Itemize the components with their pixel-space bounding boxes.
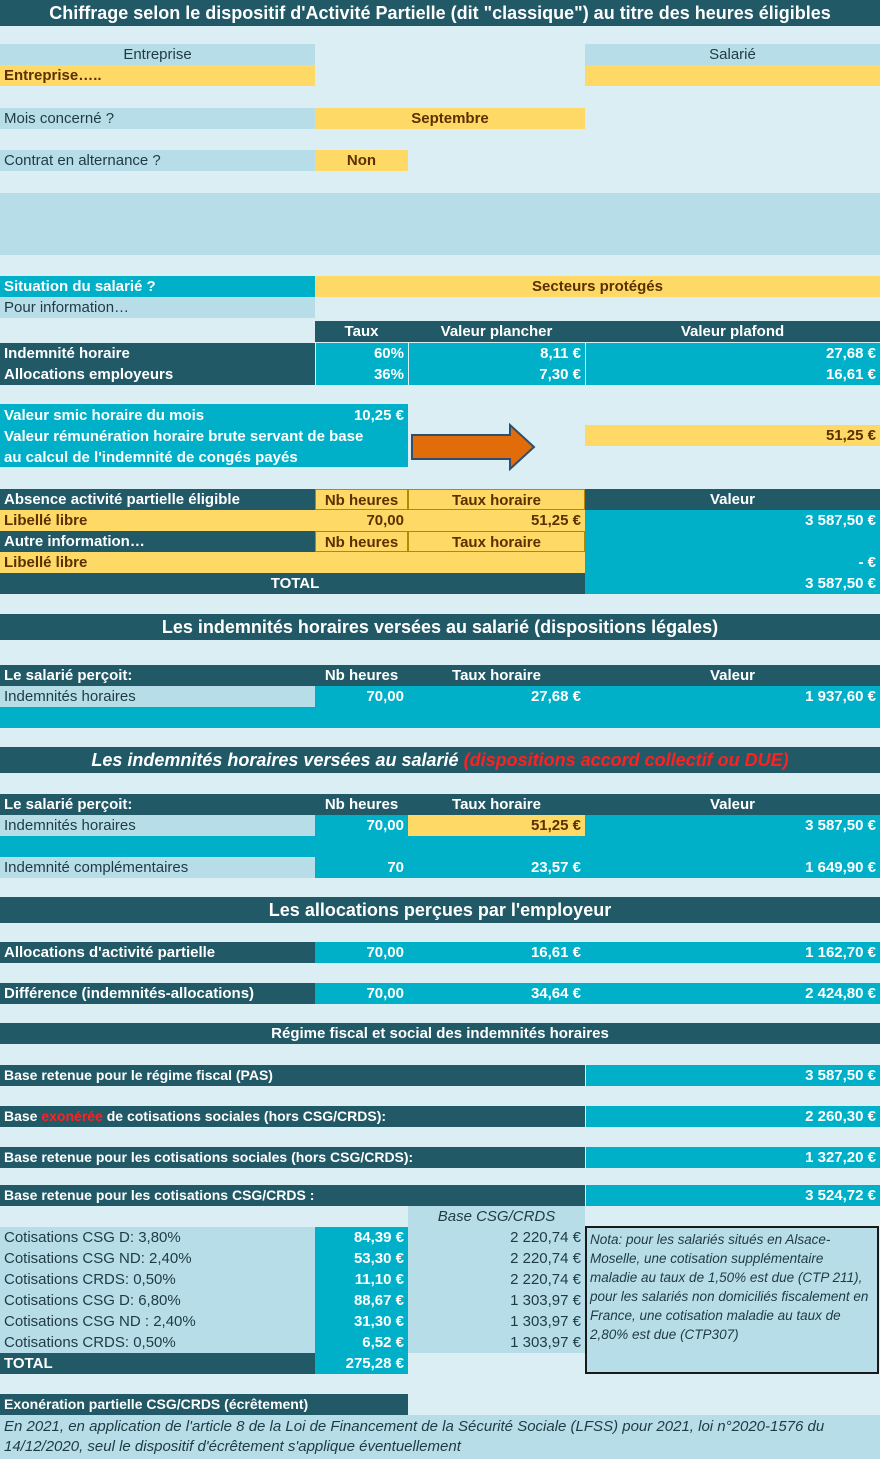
alternance-select[interactable]: Non bbox=[315, 150, 408, 171]
cotisation-row-label: Cotisations CSG ND : 2,40% bbox=[4, 1313, 196, 1330]
blank-panel bbox=[0, 193, 880, 255]
csg-value: 3 524,72 € bbox=[586, 1185, 880, 1206]
cotisations-total-label: TOTAL bbox=[0, 1353, 315, 1374]
cotisation-row-label: Cotisations CSG D: 3,80% bbox=[4, 1229, 181, 1246]
rates-row-label: Allocations employeurs bbox=[0, 364, 315, 385]
employer-row1-nb: 70,00 bbox=[315, 942, 408, 963]
absence-col-taux: Taux horaire bbox=[408, 489, 585, 510]
mois-label: Mois concerné ? bbox=[0, 108, 315, 129]
employer-row1-taux: 16,61 € bbox=[408, 942, 585, 963]
accord-row1-taux-input[interactable]: 51,25 € bbox=[408, 815, 585, 836]
accord-row1-label: Indemnités horaires bbox=[0, 815, 315, 836]
legal-filler-bar bbox=[0, 707, 880, 728]
cotisation-row-value: 6,52 € bbox=[315, 1332, 408, 1353]
legal-row-label: Indemnités horaires bbox=[0, 686, 315, 707]
absence-header-label: Absence activité partielle éligible bbox=[0, 489, 315, 510]
entreprise-name-input[interactable]: Entreprise….. bbox=[0, 65, 315, 86]
alternance-label: Contrat en alternance ? bbox=[0, 150, 315, 171]
rates-row-plafond: 16,61 € bbox=[586, 364, 880, 385]
remu-label-line1: Valeur rémunération horaire brute servant de base bbox=[4, 428, 364, 445]
absence-row-nb-input[interactable]: 70,00 bbox=[315, 510, 408, 531]
cotisation-row-base: 1 303,97 € bbox=[510, 1292, 581, 1309]
situation-select[interactable]: Secteurs protégés bbox=[315, 276, 880, 297]
rates-col-taux: Taux bbox=[315, 321, 408, 342]
employer-row1-label: Allocations d'activité partielle bbox=[0, 942, 315, 963]
absence-total-label: TOTAL bbox=[245, 573, 345, 594]
legal-row-taux: 27,68 € bbox=[408, 686, 585, 707]
cotisation-row-base: 2 220,74 € bbox=[510, 1271, 581, 1288]
soc-label: Base retenue pour les cotisations sociales (hors CSG/CRDS): bbox=[0, 1147, 585, 1168]
pas-label: Base retenue pour le régime fiscal (PAS) bbox=[0, 1065, 585, 1086]
employer-row2-label: Différence (indemnités-allocations) bbox=[0, 983, 315, 1004]
other-row-input[interactable] bbox=[315, 552, 585, 573]
exo-label-pre: Base bbox=[4, 1108, 38, 1124]
info-label: Pour information… bbox=[0, 297, 315, 318]
situation-label: Situation du salarié ? bbox=[0, 276, 315, 297]
other-row-valeur: - € bbox=[585, 552, 880, 573]
employer-row2-nb: 70,00 bbox=[315, 983, 408, 1004]
accord-col-taux: Taux horaire bbox=[408, 794, 585, 815]
absence-col-valeur: Valeur bbox=[585, 489, 880, 510]
cotisation-row-label: Cotisations CSG ND: 2,40% bbox=[4, 1250, 192, 1267]
rates-col-plancher: Valeur plancher bbox=[408, 321, 585, 342]
pas-value: 3 587,50 € bbox=[586, 1065, 880, 1086]
cotisation-row-base: 1 303,97 € bbox=[510, 1334, 581, 1351]
exo-value: 2 260,30 € bbox=[586, 1106, 880, 1127]
regime-section-banner: Régime fiscal et social des indemnités horaires bbox=[0, 1023, 880, 1044]
employer-row1-valeur: 1 162,70 € bbox=[585, 942, 880, 963]
employer-row2-taux: 34,64 € bbox=[408, 983, 585, 1004]
accord-filler-bar bbox=[0, 836, 880, 857]
cotisation-row-value: 31,30 € bbox=[315, 1311, 408, 1332]
base-csg-header: Base CSG/CRDS bbox=[408, 1206, 585, 1227]
absence-row-label-input[interactable]: Libellé libre bbox=[0, 510, 315, 531]
absence-total-value: 3 587,50 € bbox=[585, 573, 880, 594]
accord-row2-nb: 70 bbox=[315, 857, 408, 878]
cotisation-row-label: Cotisations CRDS: 0,50% bbox=[4, 1271, 176, 1288]
accord-row2-label: Indemnité complémentaires bbox=[0, 857, 315, 878]
accord-row2-taux: 23,57 € bbox=[408, 857, 585, 878]
salarie-column-header: Salarié bbox=[585, 44, 880, 65]
rates-row-taux: 60% bbox=[316, 343, 408, 364]
smic-value: 10,25 € bbox=[353, 407, 404, 424]
arrow-right-icon bbox=[410, 423, 538, 471]
accord-section-banner bbox=[0, 747, 880, 773]
rates-row-taux: 36% bbox=[316, 364, 408, 385]
cotisation-row-base: 2 220,74 € bbox=[510, 1229, 581, 1246]
entreprise-column-header: Entreprise bbox=[0, 44, 315, 65]
cotisation-row-base: 2 220,74 € bbox=[510, 1250, 581, 1267]
employer-row2-valeur: 2 424,80 € bbox=[585, 983, 880, 1004]
remu-label-line2: au calcul de l'indemnité de congés payés bbox=[4, 449, 298, 466]
nota-box: Nota: pour les salariés situés en Alsace-Moselle, une cotisation supplémentaire maladie au taux de 1,50% est due (CTP 211), pour les salariés non domiciliés fiscalement en France, une cotisation maladie au taux de 2,80% est due (CTP307) bbox=[585, 1226, 879, 1374]
exoneration-label: Exonération partielle CSG/CRDS (écrêtement) bbox=[0, 1394, 408, 1415]
legal-col-taux: Taux horaire bbox=[408, 665, 585, 686]
cotisation-row-value: 88,67 € bbox=[315, 1290, 408, 1311]
accord-row1-valeur: 3 587,50 € bbox=[585, 815, 880, 836]
cotisation-row-value: 84,39 € bbox=[315, 1227, 408, 1248]
absence-col-nb: Nb heures bbox=[315, 489, 408, 510]
employer-section-banner: Les allocations perçues par l'employeur bbox=[0, 897, 880, 923]
absence-row-taux-input[interactable]: 51,25 € bbox=[408, 510, 585, 531]
legal-col-valeur: Valeur bbox=[585, 665, 880, 686]
legal-row-valeur: 1 937,60 € bbox=[585, 686, 880, 707]
cotisation-row-label: Cotisations CSG D: 6,80% bbox=[4, 1292, 181, 1309]
page-title: Chiffrage selon le dispositif d'Activité Partielle (dit "classique") au titre des heures éligibles bbox=[0, 0, 880, 26]
exo-label bbox=[0, 1106, 585, 1127]
exo-label-post: de cotisations sociales (hors CSG/CRDS): bbox=[106, 1108, 387, 1124]
accord-row2-valeur: 1 649,90 € bbox=[585, 857, 880, 878]
smic-label: Valeur smic horaire du mois bbox=[4, 407, 205, 424]
other-col-nb: Nb heures bbox=[315, 531, 408, 552]
accord-row1-nb: 70,00 bbox=[315, 815, 408, 836]
accord-banner-red: (dispositions accord collectif ou DUE) bbox=[463, 750, 789, 770]
csg-label: Base retenue pour les cotisations CSG/CRDS : bbox=[0, 1185, 585, 1206]
legal-col-nb: Nb heures bbox=[315, 665, 408, 686]
rates-row-plancher: 8,11 € bbox=[409, 343, 585, 364]
accord-col-nb: Nb heures bbox=[315, 794, 408, 815]
other-info-label: Autre information… bbox=[0, 531, 315, 552]
accord-col-valeur: Valeur bbox=[585, 794, 880, 815]
cotisation-row-value: 53,30 € bbox=[315, 1248, 408, 1269]
rates-row-label: Indemnité horaire bbox=[0, 343, 315, 364]
accord-percoit-label: Le salarié perçoit: bbox=[0, 794, 315, 815]
cotisation-row-base: 1 303,97 € bbox=[510, 1313, 581, 1330]
accord-banner-main: Les indemnités horaires versées au salarié bbox=[91, 750, 459, 770]
cotisation-row-label: Cotisations CRDS: 0,50% bbox=[4, 1334, 176, 1351]
mois-select[interactable]: Septembre bbox=[315, 108, 585, 129]
cotisation-row-value: 11,10 € bbox=[315, 1269, 408, 1290]
exo-label-red: exonérée bbox=[41, 1108, 103, 1124]
legal-section-banner: Les indemnités horaires versées au salarié (dispositions légales) bbox=[0, 614, 880, 640]
rates-col-plafond: Valeur plafond bbox=[585, 321, 880, 342]
legal-percoit-label: Le salarié perçoit: bbox=[0, 665, 315, 686]
exoneration-text: En 2021, en application de l'article 8 de la Loi de Financement de la Sécurité Sociale (LFSS) pour 2021, loi n°2020-1576 du 14/12/2020, seul le dispositif d'écrêtement s'applique éventuellement bbox=[0, 1415, 880, 1459]
legal-row-nb: 70,00 bbox=[315, 686, 408, 707]
soc-value: 1 327,20 € bbox=[586, 1147, 880, 1168]
cotisations-total-value: 275,28 € bbox=[315, 1353, 408, 1374]
rates-row-plancher: 7,30 € bbox=[409, 364, 585, 385]
absence-row-valeur: 3 587,50 € bbox=[585, 510, 880, 531]
rates-row-plafond: 27,68 € bbox=[586, 343, 880, 364]
other-valeur-filler bbox=[585, 531, 880, 552]
salarie-name-input[interactable] bbox=[585, 65, 880, 86]
remu-value[interactable]: 51,25 € bbox=[585, 425, 880, 446]
other-col-taux: Taux horaire bbox=[408, 531, 585, 552]
other-row-label-input[interactable]: Libellé libre bbox=[0, 552, 315, 573]
